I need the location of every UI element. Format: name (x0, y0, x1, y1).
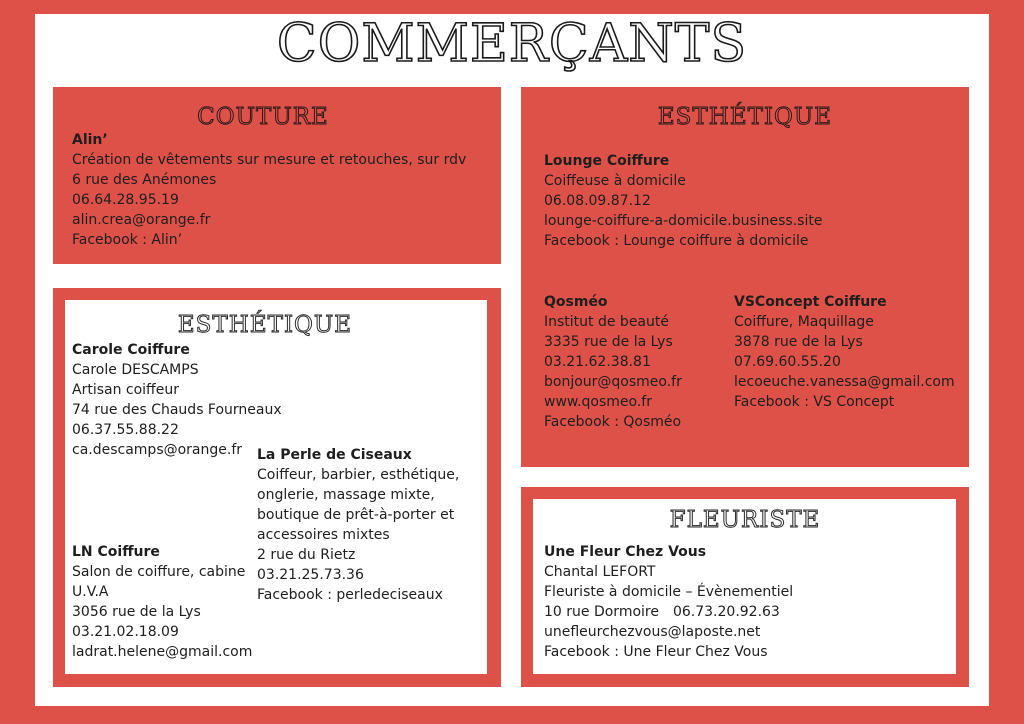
business-address: 3878 rue de la Lys (734, 334, 863, 350)
address-phone-row (544, 602, 793, 622)
business-email[interactable]: ladrat.helene@gmail.com (72, 644, 253, 660)
business-email[interactable]: bonjour@qosmeo.fr (544, 374, 682, 390)
fleuriste-title: FLEURISTE (669, 507, 821, 533)
business-email[interactable]: unefleurchezvous@laposte.net (544, 624, 761, 640)
business-phone: 03.21.62.38.81 (544, 354, 651, 370)
esthetique-right-title: ESTHÉTIQUE (657, 104, 833, 130)
business-description: Coiffeuse à domicile (544, 173, 686, 189)
business-name: La Perle de Ciseaux (257, 447, 412, 463)
business-name: LN Coiffure (72, 544, 160, 560)
business-description-line: accessoires mixtes (257, 527, 390, 543)
business-email[interactable]: lecoeuche.vanessa@gmail.com (734, 374, 955, 390)
une-fleur-chez-vous-card (544, 542, 793, 662)
business-address: 3335 rue de la Lys (544, 334, 673, 350)
business-name: Lounge Coiffure (544, 153, 670, 169)
la-perle-de-ciseaux-card (257, 445, 459, 605)
business-website[interactable]: www.qosmeo.fr (544, 394, 652, 410)
business-facebook[interactable]: Facebook : Alin’ (72, 232, 183, 248)
lounge-coiffure-card (544, 151, 822, 251)
couture-card (72, 130, 466, 250)
business-phone: 06.08.09.87.12 (544, 193, 651, 209)
business-owner: Chantal LEFORT (544, 564, 656, 580)
business-description-line: Salon de coiffure, cabine (72, 564, 246, 580)
business-website[interactable]: lounge-coiffure-a-domicile.business.site (544, 213, 823, 229)
business-name: Une Fleur Chez Vous (544, 544, 707, 560)
business-email[interactable]: ca.descamps@orange.fr (72, 442, 243, 458)
business-phone: 03.21.02.18.09 (72, 624, 179, 640)
business-address: 10 rue Dormoire (544, 604, 659, 620)
couture-title: COUTURE (197, 104, 329, 130)
page-title: COMMERÇANTS (276, 14, 748, 74)
business-description-line: boutique de prêt-à-porter et (257, 507, 455, 523)
business-description-line: Coiffeur, barbier, esthétique, (257, 467, 460, 483)
esthetique-left-title: ESTHÉTIQUE (177, 312, 353, 338)
business-facebook[interactable]: Facebook : Qosméo (544, 414, 682, 430)
business-description: Institut de beauté (544, 314, 669, 330)
business-role: Artisan coiffeur (72, 382, 179, 398)
qosmeo-card (544, 292, 682, 432)
business-facebook[interactable]: Facebook : Lounge coiffure à domicile (544, 233, 809, 249)
business-phone: 03.21.25.73.36 (257, 567, 364, 583)
business-owner: Carole DESCAMPS (72, 362, 199, 378)
business-name: VSConcept Coiffure (734, 294, 887, 310)
business-address: 74 rue des Chauds Fourneaux (72, 402, 282, 418)
business-description: Coiffure, Maquillage (734, 314, 874, 330)
carole-coiffure-card (72, 340, 282, 460)
business-phone: 06.64.28.95.19 (72, 192, 179, 208)
business-phone: 06.37.55.88.22 (72, 422, 179, 438)
business-phone: 07.69.60.55.20 (734, 354, 841, 370)
business-description: Fleuriste à domicile – Évènementiel (544, 584, 794, 600)
business-name: Qosméo (544, 294, 608, 310)
ln-coiffure-card (72, 542, 252, 662)
business-address: 3056 rue de la Lys (72, 604, 201, 620)
business-name: Alin’ (72, 132, 108, 148)
vsconcept-coiffure-card (734, 292, 955, 412)
business-facebook[interactable]: Facebook : perledeciseaux (257, 587, 443, 603)
business-address: 2 rue du Rietz (257, 547, 356, 563)
business-facebook[interactable]: Facebook : Une Fleur Chez Vous (544, 644, 768, 660)
business-phone: 06.73.20.92.63 (672, 604, 780, 620)
business-description-line: U.V.A (72, 584, 109, 600)
business-name: Carole Coiffure (72, 342, 190, 358)
business-description: Création de vêtements sur mesure et retouches, sur rdv (72, 152, 467, 168)
business-facebook[interactable]: Facebook : VS Concept (734, 394, 895, 410)
business-address: 6 rue des Anémones (72, 172, 217, 188)
business-description-line: onglerie, massage mixte, (257, 487, 435, 503)
business-email[interactable]: alin.crea@orange.fr (72, 212, 211, 228)
